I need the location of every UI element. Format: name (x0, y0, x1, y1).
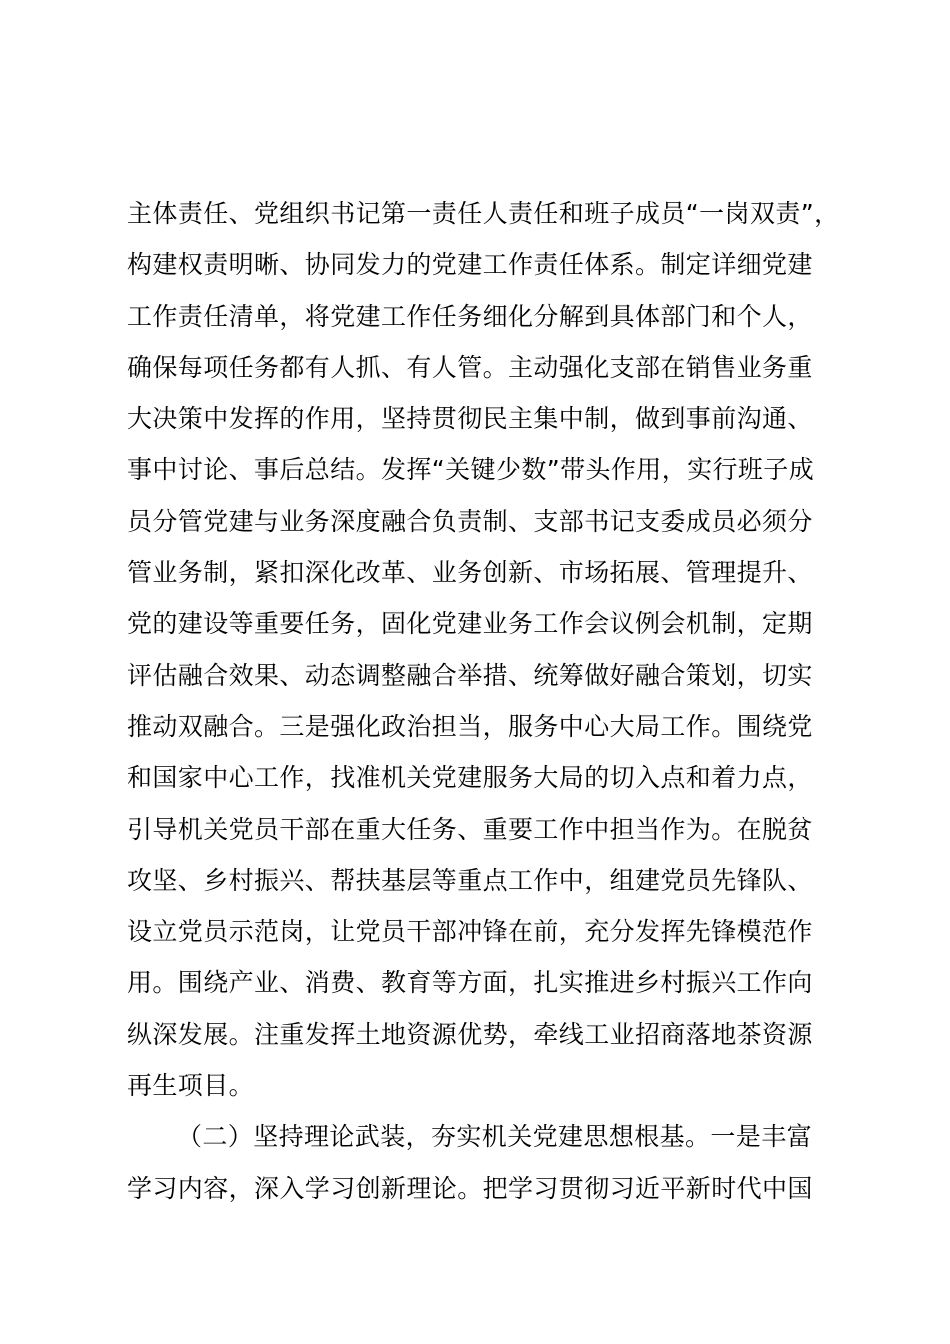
section-heading-line: （二）坚持理论武装，夯实机关党建思想根基。一是丰富 (177, 1122, 813, 1152)
text-line: 学习内容，深入学习创新理论。把学习贯彻习近平新时代中国 (127, 1173, 813, 1203)
text-line: 攻坚、乡村振兴、帮扶基层等重点工作中，组建党员先锋队、 (127, 865, 813, 895)
text-line: 推动双融合。三是强化政治担当，服务中心大局工作。围绕党 (127, 711, 813, 741)
text-line: 事中讨论、事后总结。发挥“关键少数”带头作用，实行班子成 (127, 455, 815, 485)
text-line: 纵深发展。注重发挥土地资源优势，牵线工业招商落地茶资源 (127, 1019, 813, 1049)
text-line: 确保每项任务都有人抓、有人管。主动强化支部在销售业务重 (127, 352, 813, 382)
text-line: 评估融合效果、动态调整融合举措、统筹做好融合策划，切实 (127, 660, 813, 690)
text-line: 员分管党建与业务深度融合负责制、支部书记支委成员必须分 (127, 506, 813, 536)
text-line: 构建权责明晰、协同发力的党建工作责任体系。制定详细党建 (127, 250, 813, 280)
text-line: 用。围绕产业、消费、教育等方面，扎实推进乡村振兴工作向 (127, 968, 813, 998)
body-text (127, 188, 857, 1214)
text-line: 引导机关党员干部在重大任务、重要工作中担当作为。在脱贫 (127, 814, 813, 844)
text-line: 党的建设等重要任务，固化党建业务工作会议例会机制，定期 (127, 609, 813, 639)
text-line: 大决策中发挥的作用，坚持贯彻民主集中制，做到事前沟通、 (127, 404, 813, 434)
text-line: 再生项目。 (127, 1071, 255, 1101)
text-line: 和国家中心工作，找准机关党建服务大局的切入点和着力点， (127, 763, 813, 793)
text-line: 设立党员示范岗，让党员干部冲锋在前，充分发挥先锋模范作 (127, 917, 813, 947)
text-line: 主体责任、党组织书记第一责任人责任和班子成员“一岗双责”， (127, 199, 840, 228)
text-line: 管业务制，紧扣深化改革、业务创新、市场拓展、管理提升、 (127, 558, 813, 588)
text-line: 工作责任清单，将党建工作任务细化分解到具体部门和个人， (127, 301, 813, 331)
